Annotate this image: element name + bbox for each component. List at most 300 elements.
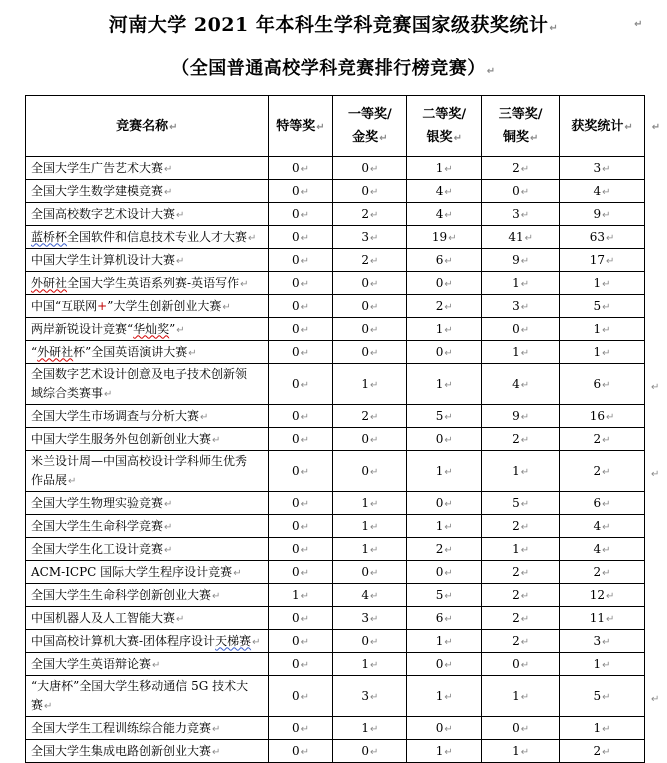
row-end-mark-cell	[644, 226, 666, 249]
award-count: 0	[291, 518, 300, 533]
competition-name-cell	[26, 364, 269, 405]
cell-end-mark: ↵	[520, 544, 530, 556]
cell-end-mark: ↵	[370, 567, 379, 579]
cell-end-mark: ↵	[300, 347, 309, 359]
cell-end-mark: ↵	[524, 232, 533, 244]
award-count-cell	[407, 653, 482, 676]
award-count: 2	[512, 431, 520, 446]
competition-name-text: 全国大学生生命科学创新创业大赛	[31, 587, 212, 602]
table-row	[26, 405, 667, 428]
cell-end-mark: ↵	[233, 567, 242, 579]
row-end-mark-cell	[644, 451, 666, 492]
competition-name-text: 中国高校计算机大赛-团体程序设计	[31, 633, 216, 648]
award-count: 1	[593, 656, 602, 671]
award-count-cell	[482, 451, 560, 492]
cell-end-mark: ↵	[602, 278, 611, 290]
spellcheck-marked-text: 外研社	[37, 344, 74, 359]
award-count-cell	[407, 676, 482, 717]
cell-end-mark: ↵	[605, 590, 615, 602]
cell-end-mark: ↵	[370, 466, 379, 478]
competition-name-cell	[26, 318, 269, 341]
cell-end-mark: ↵	[300, 691, 309, 703]
cell-end-mark: ↵	[300, 209, 309, 221]
cell-end-mark: ↵	[520, 434, 530, 446]
award-count: 1	[593, 275, 602, 290]
award-count-cell	[482, 405, 560, 428]
award-count-cell	[333, 364, 407, 405]
award-count-cell	[268, 561, 333, 584]
award-count-cell	[268, 676, 333, 717]
award-count: 0	[512, 656, 520, 671]
award-count: 2	[512, 610, 520, 625]
award-count: 1	[512, 275, 520, 290]
award-count: 19	[431, 229, 448, 244]
cell-end-mark: ↵	[300, 746, 309, 758]
table-row	[26, 561, 667, 584]
award-count: 0	[291, 656, 300, 671]
award-count: 0	[291, 344, 300, 359]
award-count-cell	[268, 272, 333, 295]
header-label: 二等奖/	[422, 107, 467, 122]
cell-end-mark: ↵	[444, 301, 453, 313]
award-count: 5	[435, 587, 444, 602]
row-end-mark-cell	[644, 180, 666, 203]
award-count: 5	[593, 298, 602, 313]
award-count-cell	[407, 515, 482, 538]
award-count-cell	[407, 295, 482, 318]
cell-end-mark: ↵	[602, 379, 611, 391]
award-count: 9	[512, 252, 520, 267]
table-row	[26, 249, 667, 272]
cell-end-mark: ↵	[605, 232, 615, 244]
award-count-cell	[482, 538, 560, 561]
row-end-mark-cell	[644, 584, 666, 607]
award-count: 0	[361, 160, 369, 175]
competition-name-cell	[26, 203, 269, 226]
cell-end-mark: ↵	[602, 746, 611, 758]
cell-end-mark: ↵	[520, 636, 530, 648]
award-count-cell	[268, 740, 333, 763]
award-count: 1	[435, 376, 444, 391]
award-count-cell	[333, 226, 407, 249]
award-count-cell	[268, 180, 333, 203]
competition-name-text: 米兰设计周—中国高校设计学科师生优秀	[31, 454, 248, 468]
award-count-cell	[560, 157, 645, 180]
table-row	[26, 740, 667, 763]
header-label: 铜奖	[502, 130, 529, 145]
award-count-cell	[333, 341, 407, 364]
spellcheck-marked-text: 天梯赛	[215, 633, 252, 648]
header-label: 特等奖	[276, 118, 316, 134]
cell-end-mark: ↵	[300, 301, 309, 313]
award-count: 9	[593, 206, 602, 221]
award-count: 2	[512, 564, 520, 579]
award-count: 6	[435, 252, 444, 267]
row-end-mark-cell	[644, 492, 666, 515]
award-count-cell	[560, 428, 645, 451]
award-count-cell	[333, 717, 407, 740]
cell-end-mark: ↵	[520, 209, 530, 221]
award-count-cell	[268, 341, 333, 364]
award-count: 0	[361, 463, 369, 478]
cell-end-mark: ↵	[300, 186, 309, 198]
award-count: 6	[593, 495, 602, 510]
award-count-cell	[268, 607, 333, 630]
cell-end-mark: ↵	[370, 434, 379, 446]
award-count-cell	[560, 180, 645, 203]
table-row	[26, 203, 667, 226]
row-end-mark-cell	[644, 249, 666, 272]
cell-end-mark: ↵	[370, 411, 379, 423]
cell-end-mark: ↵	[370, 498, 379, 510]
cell-end-mark: ↵	[212, 723, 221, 735]
award-count-cell	[560, 538, 645, 561]
competition-name-cell	[26, 226, 269, 249]
cell-end-mark: ↵	[605, 613, 615, 625]
page-subtitle: （全国普通高校学科竞赛排行榜竞赛）	[171, 58, 486, 79]
row-end-mark: ↵	[650, 381, 660, 393]
award-count-cell	[333, 249, 407, 272]
row-end-mark-cell	[644, 740, 666, 763]
cell-end-mark: ↵	[300, 255, 309, 267]
row-end-mark-cell	[644, 428, 666, 451]
cell-end-mark: ↵	[176, 255, 185, 267]
cell-end-mark: ↵	[520, 498, 530, 510]
cell-end-mark: ↵	[370, 691, 379, 703]
award-count: 2	[361, 408, 369, 423]
award-count-cell	[560, 653, 645, 676]
award-count-cell	[407, 607, 482, 630]
award-count: 2	[593, 463, 602, 478]
cell-end-mark: ↵	[520, 613, 530, 625]
cell-end-mark: ↵	[300, 434, 309, 446]
cell-end-mark: ↵	[248, 232, 257, 244]
title-row	[0, 0, 667, 37]
award-count-cell	[560, 492, 645, 515]
award-count: 0	[361, 321, 369, 336]
award-count: 0	[291, 743, 300, 758]
award-count: 1	[512, 743, 520, 758]
cell-end-mark: ↵	[602, 209, 611, 221]
column-header-special-prize	[268, 96, 333, 157]
award-count-cell	[268, 364, 333, 405]
award-count-cell	[482, 341, 560, 364]
award-count-cell	[268, 405, 333, 428]
row-end-mark-cell	[644, 364, 666, 405]
award-count-cell	[407, 740, 482, 763]
competition-name-text: ACM-ICPC 国际大学生程序设计竞赛	[31, 564, 233, 579]
award-count: 0	[291, 463, 300, 478]
award-count: 41	[508, 229, 524, 244]
award-count: 1	[361, 495, 369, 510]
award-count-cell	[333, 607, 407, 630]
award-count-cell	[482, 717, 560, 740]
award-count-cell	[268, 515, 333, 538]
table-row	[26, 676, 667, 717]
cell-end-mark: ↵	[520, 324, 530, 336]
cell-end-mark: ↵	[300, 163, 309, 175]
cell-end-mark: ↵	[176, 324, 185, 336]
award-count: 0	[361, 564, 369, 579]
header-label: 三等奖/	[498, 107, 543, 122]
award-count-cell	[482, 203, 560, 226]
award-count-cell	[268, 318, 333, 341]
cell-end-mark: ↵	[370, 544, 379, 556]
award-count-cell	[407, 364, 482, 405]
competition-name-text: 全国大学生数学建模竞赛	[31, 183, 164, 198]
paragraph-mark: ↵	[634, 19, 643, 30]
cell-end-mark: ↵	[520, 723, 530, 735]
cell-end-mark: ↵	[300, 278, 309, 290]
award-count: 3	[512, 206, 520, 221]
award-count: 1	[435, 743, 444, 758]
award-count-cell	[407, 157, 482, 180]
cell-end-mark: ↵	[602, 186, 611, 198]
award-count-cell	[407, 341, 482, 364]
award-count-cell	[333, 295, 407, 318]
award-count-cell	[268, 203, 333, 226]
table-row	[26, 515, 667, 538]
cell-end-mark: ↵	[300, 466, 309, 478]
cell-end-mark: ↵	[300, 232, 309, 244]
award-count-cell	[560, 318, 645, 341]
competition-name-cell	[26, 180, 269, 203]
award-count: 2	[361, 206, 369, 221]
competition-name-cell	[26, 515, 269, 538]
cell-end-mark: ↵	[444, 613, 453, 625]
cell-end-mark: ↵	[444, 544, 453, 556]
award-count-cell	[560, 249, 645, 272]
cell-end-mark: ↵	[44, 701, 53, 712]
header-label: 一等奖/	[348, 107, 392, 122]
cell-end-mark: ↵	[379, 133, 388, 144]
cell-end-mark: ↵	[444, 163, 453, 175]
award-count: 0	[361, 633, 369, 648]
award-count: 0	[291, 408, 300, 423]
award-count: 2	[512, 518, 520, 533]
table-row	[26, 157, 667, 180]
cell-end-mark: ↵	[164, 521, 173, 533]
subtitle-row	[0, 54, 667, 80]
row-end-mark-cell	[644, 157, 666, 180]
competition-name-text: 全国数字艺术设计创意及电子技术创新领	[31, 367, 248, 381]
award-count: 2	[435, 541, 444, 556]
cell-end-mark: ↵	[212, 434, 221, 446]
competition-name-text: 全国高校数字艺术设计大赛	[31, 206, 176, 221]
cell-end-mark: ↵	[602, 163, 611, 175]
competition-name-text: 域综合类赛事	[31, 386, 104, 400]
cell-end-mark: ↵	[370, 301, 379, 313]
award-count: 0	[291, 275, 300, 290]
award-count: 16	[589, 408, 605, 423]
cell-end-mark: ↵	[370, 324, 379, 336]
award-count-cell	[333, 515, 407, 538]
cell-end-mark: ↵	[624, 121, 633, 133]
award-count: 0	[291, 495, 300, 510]
cell-end-mark: ↵	[453, 133, 462, 144]
cell-end-mark: ↵	[212, 746, 221, 758]
award-count-cell	[560, 561, 645, 584]
row-end-mark-cell	[644, 96, 666, 157]
award-count-cell	[560, 451, 645, 492]
cell-end-mark: ↵	[370, 278, 379, 290]
award-count-cell	[482, 515, 560, 538]
award-count-cell	[407, 561, 482, 584]
table-row	[26, 180, 667, 203]
cell-end-mark: ↵	[152, 659, 161, 671]
award-count-cell	[482, 180, 560, 203]
award-count: 1	[361, 720, 369, 735]
cell-end-mark: ↵	[520, 746, 530, 758]
award-count: 9	[512, 408, 520, 423]
competition-name-text: 全国大学生广告艺术大赛	[31, 160, 164, 175]
award-count: 0	[291, 720, 300, 735]
competition-name-text: 全国大学生工程训练综合能力竞赛	[31, 720, 212, 735]
award-count: 4	[361, 587, 369, 602]
award-count: 3	[361, 229, 369, 244]
spellcheck-marked-text: +	[97, 298, 108, 313]
cell-end-mark: ↵	[444, 521, 453, 533]
award-count: 2	[593, 431, 602, 446]
award-count-cell	[333, 428, 407, 451]
cell-end-mark: ↵	[444, 255, 453, 267]
cell-end-mark: ↵	[104, 389, 113, 400]
cell-end-mark: ↵	[370, 636, 379, 648]
award-count-cell	[407, 203, 482, 226]
competition-name-text: 全国大学生生命科学竞赛	[31, 518, 164, 533]
award-count-cell	[482, 428, 560, 451]
award-count-cell	[268, 295, 333, 318]
award-count: 0	[435, 564, 444, 579]
award-count: 0	[291, 321, 300, 336]
competition-name-cell	[26, 272, 269, 295]
cell-end-mark: ↵	[164, 186, 173, 198]
table-row	[26, 717, 667, 740]
awards-table-body	[26, 157, 667, 763]
award-count: 6	[593, 376, 602, 391]
competition-name-cell	[26, 428, 269, 451]
awards-table	[25, 95, 667, 763]
award-count-cell	[407, 405, 482, 428]
award-count: 0	[291, 229, 300, 244]
award-count: 3	[593, 633, 602, 648]
cell-end-mark: ↵	[300, 324, 309, 336]
award-count-cell	[407, 630, 482, 653]
cell-end-mark: ↵	[444, 347, 453, 359]
award-count-cell	[482, 295, 560, 318]
award-count: 2	[512, 633, 520, 648]
cell-end-mark: ↵	[300, 411, 309, 423]
competition-name-text: 全国大学生英语辩论赛	[31, 656, 152, 671]
competition-name-cell	[26, 561, 269, 584]
cell-end-mark: ↵	[520, 301, 530, 313]
award-count: 11	[589, 610, 605, 625]
competition-name-cell	[26, 405, 269, 428]
award-count-cell	[333, 584, 407, 607]
spellcheck-marked-text: 外研社	[31, 275, 68, 290]
column-header-third-prize	[482, 96, 560, 157]
award-count-cell	[482, 584, 560, 607]
cell-end-mark: ↵	[448, 232, 457, 244]
competition-name-cell	[26, 607, 269, 630]
row-end-mark-cell	[644, 318, 666, 341]
award-count: 2	[435, 298, 444, 313]
award-count: 1	[435, 321, 444, 336]
cell-end-mark: ↵	[370, 379, 379, 391]
table-row	[26, 607, 667, 630]
award-count-cell	[482, 364, 560, 405]
table-row	[26, 428, 667, 451]
cell-end-mark: ↵	[520, 278, 530, 290]
award-count: 0	[435, 431, 444, 446]
award-count-cell	[407, 428, 482, 451]
award-count: 1	[435, 688, 444, 703]
award-count: 1	[361, 656, 369, 671]
award-count: 2	[512, 587, 520, 602]
header-label: 获奖统计	[571, 118, 624, 134]
cell-end-mark: ↵	[520, 186, 530, 198]
award-count: 1	[361, 518, 369, 533]
competition-name-text: 全国大学生物理实验竞赛	[31, 495, 164, 510]
award-count-cell	[560, 584, 645, 607]
cell-end-mark: ↵	[444, 590, 453, 602]
award-count-cell	[333, 157, 407, 180]
award-count: 2	[512, 160, 520, 175]
row-end-mark-cell	[644, 630, 666, 653]
competition-name-text: 中国机器人及人工智能大赛	[31, 610, 176, 625]
award-count-cell	[333, 740, 407, 763]
cell-end-mark: ↵	[370, 613, 379, 625]
award-count-cell	[482, 318, 560, 341]
award-count-cell	[560, 717, 645, 740]
award-count-cell	[268, 226, 333, 249]
cell-end-mark: ↵	[300, 379, 309, 391]
row-end-mark: ↵	[650, 693, 660, 705]
header-label: 银奖	[426, 130, 453, 145]
award-count: 12	[589, 587, 605, 602]
award-count: 2	[361, 252, 369, 267]
table-row	[26, 653, 667, 676]
cell-end-mark: ↵	[252, 636, 261, 648]
row-end-mark-cell	[644, 203, 666, 226]
award-count: 0	[291, 298, 300, 313]
award-count-cell	[333, 272, 407, 295]
award-count: 4	[435, 183, 444, 198]
award-count: 1	[291, 587, 300, 602]
award-count: 1	[435, 518, 444, 533]
award-count: 3	[593, 160, 602, 175]
cell-end-mark: ↵	[444, 723, 453, 735]
award-count-cell	[268, 584, 333, 607]
cell-end-mark: ↵	[520, 567, 530, 579]
award-count: 6	[435, 610, 444, 625]
competition-name-text: 中国大学生服务外包创新创业大赛	[31, 431, 212, 446]
competition-name-cell	[26, 538, 269, 561]
cell-end-mark: ↵	[520, 659, 530, 671]
cell-end-mark: ↵	[370, 255, 379, 267]
row-end-mark-cell	[644, 341, 666, 364]
award-count: 1	[593, 344, 602, 359]
cell-end-mark: ↵	[316, 121, 325, 133]
table-row	[26, 272, 667, 295]
award-count: 5	[512, 495, 520, 510]
award-count-cell	[333, 630, 407, 653]
spellcheck-marked-text: 华灿奖	[133, 321, 170, 336]
competition-name-cell	[26, 717, 269, 740]
award-count-cell	[268, 157, 333, 180]
award-count: 0	[361, 183, 369, 198]
award-count-cell	[268, 428, 333, 451]
